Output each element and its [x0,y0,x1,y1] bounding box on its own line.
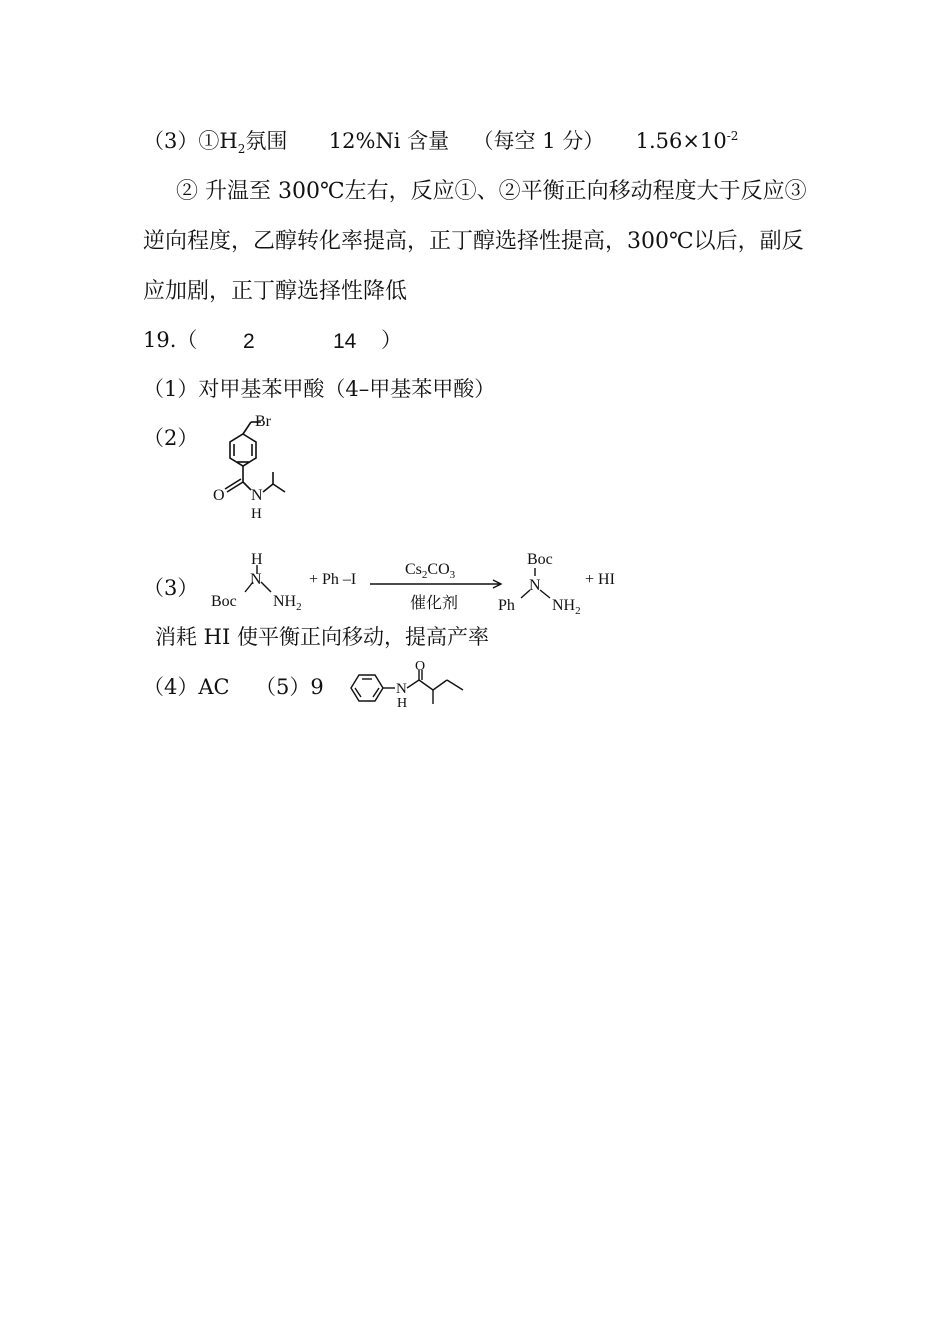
n-label: N [251,487,263,504]
br-label: Br [255,413,271,430]
product-nh2: $NH_2$ [552,597,581,617]
score-note: （每空 1 分） [472,129,605,153]
h2-formula: $H_2$ [219,129,246,157]
plus-hi: + HI [585,571,615,588]
q18-3-explain-line-1: ② 升温至 300℃左右，反应①、②平衡正向移动程度大于反应③ [176,179,807,204]
n-label: N [396,681,407,697]
q18-3-prefix: （3）① [143,129,220,153]
reagent-cs2co3: $Cs_2CO_3$ [405,561,456,581]
q19-close: ） [381,328,402,352]
h-atom: H [251,551,263,568]
q19-head: 19.（ [143,328,198,352]
boc-group: Boc [211,593,237,610]
q19-2-label: （2） [143,426,199,450]
h-label: H [251,506,262,522]
k-value: $1.56\times 10^{-2}$ [635,129,739,153]
q19-3-reason: 消耗 HI 使平衡正向移动，提高产率 [155,625,489,649]
q19-1-answer: （1）对甲基苯甲酸（4–甲基苯甲酸） [143,377,496,401]
nh2-group: $NH_2$ [273,593,302,613]
q18-3-answer-line [143,130,738,155]
q19-score-2: 14 [333,330,357,353]
product-ph: Ph [498,597,515,614]
plus-ph-i: + Ph –I [309,571,357,588]
catalyst-label: 催化剂 [410,593,459,612]
q19-score-1: 2 [243,330,255,353]
q19-3-label: （3） [143,576,199,600]
o-label: O [213,487,225,504]
n-atom: N [250,571,262,588]
q19-5-answer: （5）9 [255,675,324,699]
o-label: O [415,660,426,674]
q18-3-explain-line-2: 逆向程度，乙醇转化率提高，正丁醇选择性提高，300℃以后，副反 [143,229,804,254]
q19-header [143,328,402,353]
q19-2-structure [205,410,315,530]
ni-content-text: 12%Ni 含量 [328,129,450,153]
atmosphere-text: 氛围 [245,129,288,153]
q19-4-answer: （4）AC [143,675,230,699]
q18-3-explain-line-3: 应加剧，正丁醇选择性降低 [143,279,408,304]
h-label: H [397,696,408,710]
q19-3-equation [205,548,645,626]
product-boc: Boc [527,551,553,568]
q19-5-structure [345,660,475,710]
product-n: N [529,577,541,594]
